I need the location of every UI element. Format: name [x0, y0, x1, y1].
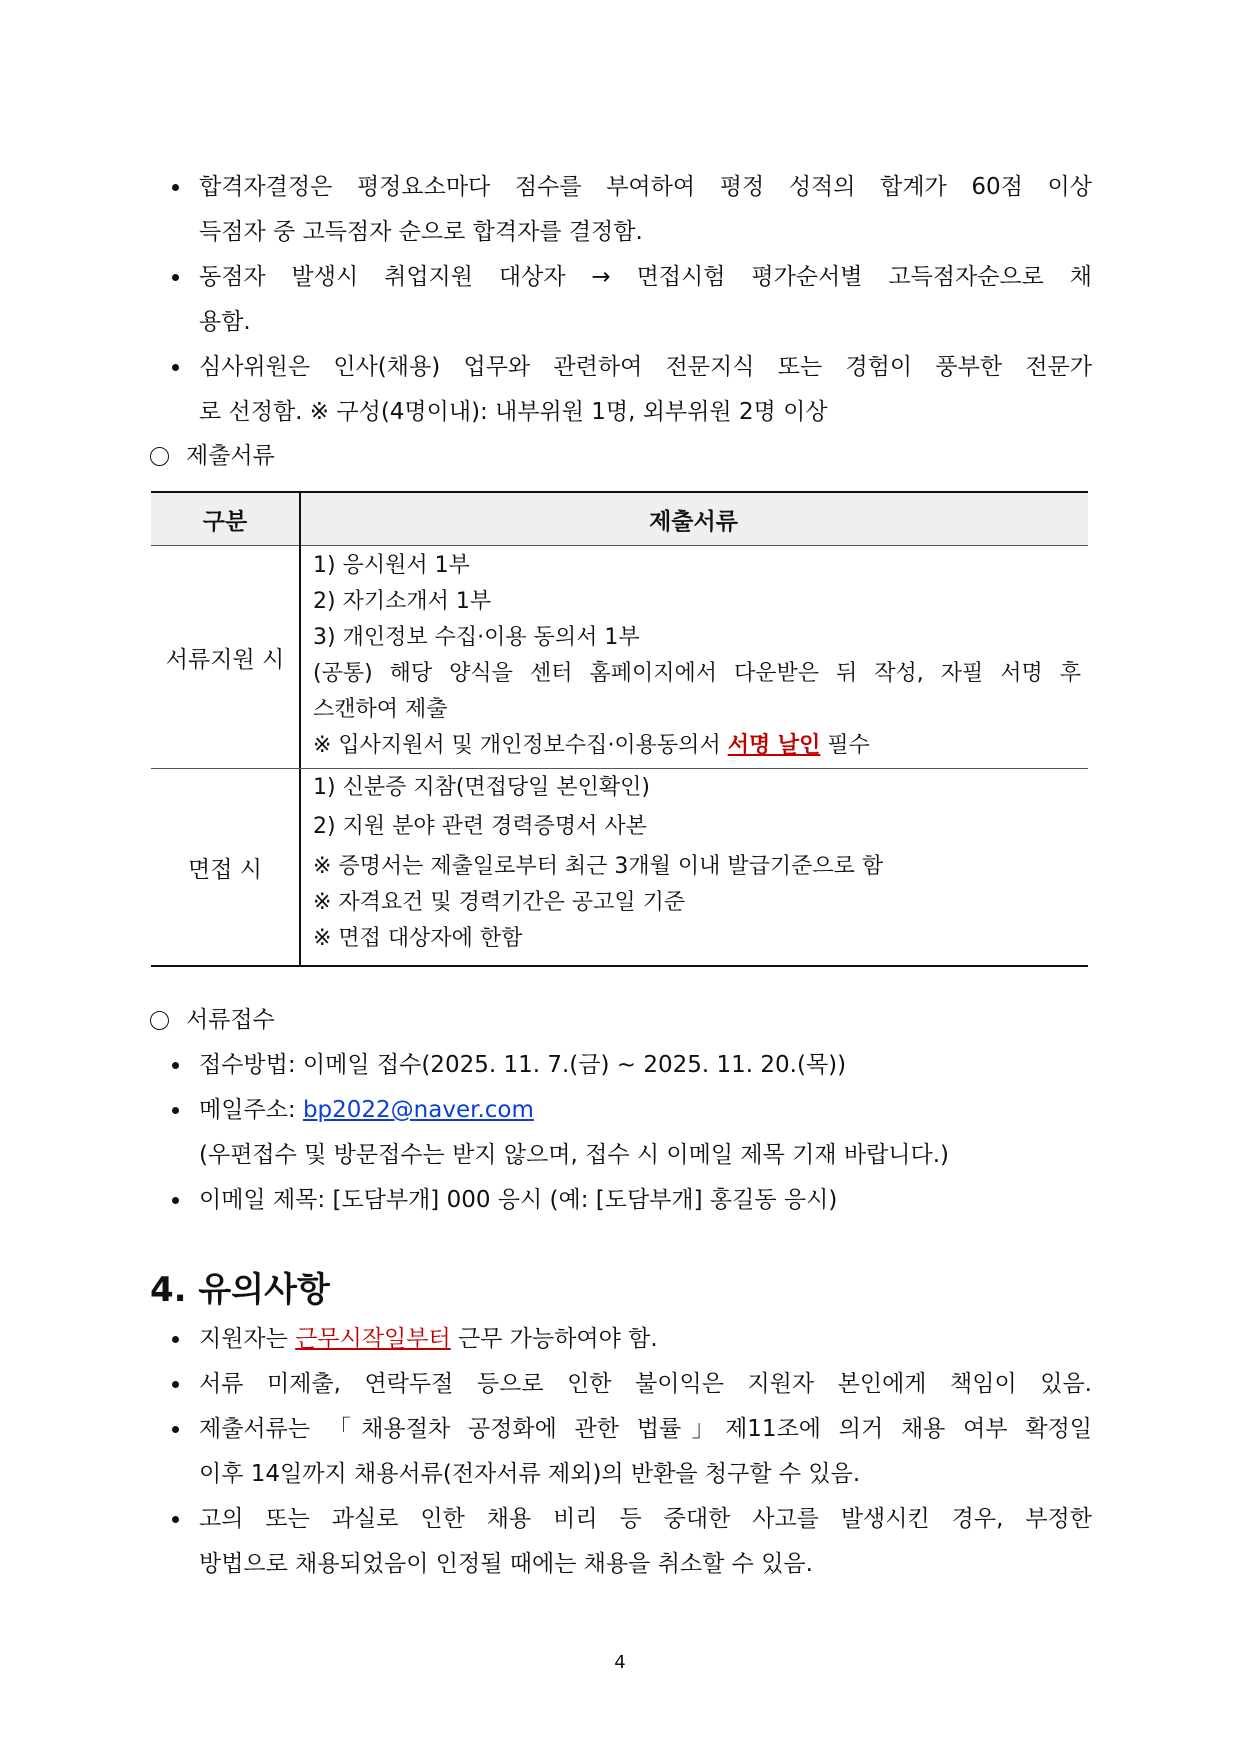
table-row-1-category: 서류지원 시	[165, 646, 285, 673]
notes-item-3-line-2: 이후 14일까지 채용서류(전자서류 제외)의 반환을 청구할 수 있음.	[199, 1461, 861, 1487]
table-column-divider	[299, 493, 301, 967]
signature-note-suffix: 필수	[820, 733, 870, 758]
bullet-dot	[172, 274, 179, 281]
table-row-2-line-4: ※ 자격요건 및 경력기간은 공고일 기준	[313, 890, 686, 915]
criteria-bullet-3-line-1: 심사위원은 인사(채용) 업무와 관련하여 전문지식 또는 경험이 풍부한 전문가	[199, 354, 1092, 380]
bullet-dot	[172, 1062, 179, 1069]
section-title-notes: 4. 유의사항	[150, 1270, 330, 1310]
reception-email	[199, 1095, 1092, 1125]
bullet-dot	[172, 364, 179, 371]
table-row-1-line-3: 3) 개인정보 수집·이용 동의서 1부	[313, 625, 640, 650]
reception-subject: 이메일 제목: [도담부개] 000 응시 (예: [도담부개] 홍길동 응시)	[199, 1187, 838, 1213]
bullet-dot	[172, 1336, 179, 1343]
signature-emphasis: 서명 날인	[727, 733, 821, 758]
table-row-2-category: 면접 시	[188, 856, 262, 883]
criteria-bullet-1-line-1: 합격자결정은 평정요소마다 점수를 부여하여 평정 성적의 합계가 60점 이상	[199, 174, 1092, 200]
table-row-2-line-5: ※ 면접 대상자에 한함	[313, 926, 523, 951]
table-bottom-border	[151, 965, 1088, 967]
email-link[interactable]: bp2022@naver.com	[302, 1097, 534, 1123]
table-row-1-line-1: 1) 응시원서 1부	[313, 553, 470, 578]
email-label: 메일주소:	[199, 1097, 303, 1123]
table-header-category: 구분	[202, 508, 248, 535]
notes-item-1	[199, 1324, 1092, 1354]
page-number: 4	[614, 1652, 626, 1673]
work-start-emphasis: 근무시작일부터	[295, 1326, 451, 1352]
signature-note-text: ※ 입사지원서 및 개인정보수집·이용동의서	[313, 733, 728, 758]
notes-item-2: 서류 미제출, 연락두절 등으로 인한 불이익은 지원자 본인에게 책임이 있음.	[199, 1371, 1092, 1397]
table-row-1-line-6	[313, 731, 870, 761]
criteria-bullet-3-line-2: 로 선정함. ※ 구성(4명이내): 내부위원 1명, 외부위원 2명 이상	[199, 399, 828, 425]
reception-heading: 서류접수	[186, 1007, 275, 1033]
table-row-2-line-3: ※ 증명서는 제출일로부터 최근 3개월 이내 발급기준으로 함	[313, 854, 884, 879]
table-row-1-line-4: (공통) 해당 양식을 센터 홈페이지에서 다운받은 뒤 작성, 자필 서명 후	[313, 661, 1081, 686]
bullet-dot	[172, 1516, 179, 1523]
bullet-dot	[172, 1381, 179, 1388]
reception-method: 접수방법: 이메일 접수(2025. 11. 7.(금) ~ 2025. 11. 20.(목))	[199, 1052, 847, 1078]
bullet-dot	[172, 1197, 179, 1204]
notes-item-1-suffix: 근무 가능하여야 함.	[450, 1326, 658, 1352]
table-row-1-line-5: 스캔하여 제출	[313, 697, 448, 722]
table-header-documents: 제출서류	[649, 508, 738, 535]
reception-email-note: (우편접수 및 방문접수는 받지 않으며, 접수 시 이메일 제목 기재 바랍니다.)	[199, 1142, 950, 1168]
notes-item-1-prefix: 지원자는	[199, 1326, 296, 1352]
table-row-2-line-2: 2) 지원 분야 관련 경력증명서 사본	[313, 814, 647, 839]
bullet-dot	[172, 1107, 179, 1114]
table-header-row	[151, 493, 1088, 546]
table-row-2-line-1: 1) 신분증 지참(면접당일 본인확인)	[313, 775, 651, 800]
criteria-bullet-2-line-2: 용함.	[199, 309, 251, 335]
bullet-dot	[172, 1426, 179, 1433]
notes-item-3-line-1: 제출서류는 「채용절차 공정화에 관한 법률」제11조에 의거 채용 여부 확정일	[199, 1416, 1092, 1442]
table-row-1-line-2: 2) 자기소개서 1부	[313, 589, 492, 614]
circle-icon	[150, 447, 169, 466]
criteria-bullet-1-line-2: 득점자 중 고득점자 순으로 합격자를 결정함.	[199, 219, 643, 245]
notes-item-4-line-1: 고의 또는 과실로 인한 채용 비리 등 중대한 사고를 발생시킨 경우, 부정한	[199, 1506, 1092, 1532]
notes-item-4-line-2: 방법으로 채용되었음이 인정될 때에는 채용을 취소할 수 있음.	[199, 1551, 813, 1577]
documents-heading: 제출서류	[186, 443, 275, 469]
circle-icon	[150, 1011, 169, 1030]
bullet-dot	[172, 184, 179, 191]
criteria-bullet-2-line-1: 동점자 발생시 취업지원 대상자 → 면접시험 평가순서별 고득점자순으로 채	[199, 264, 1092, 290]
